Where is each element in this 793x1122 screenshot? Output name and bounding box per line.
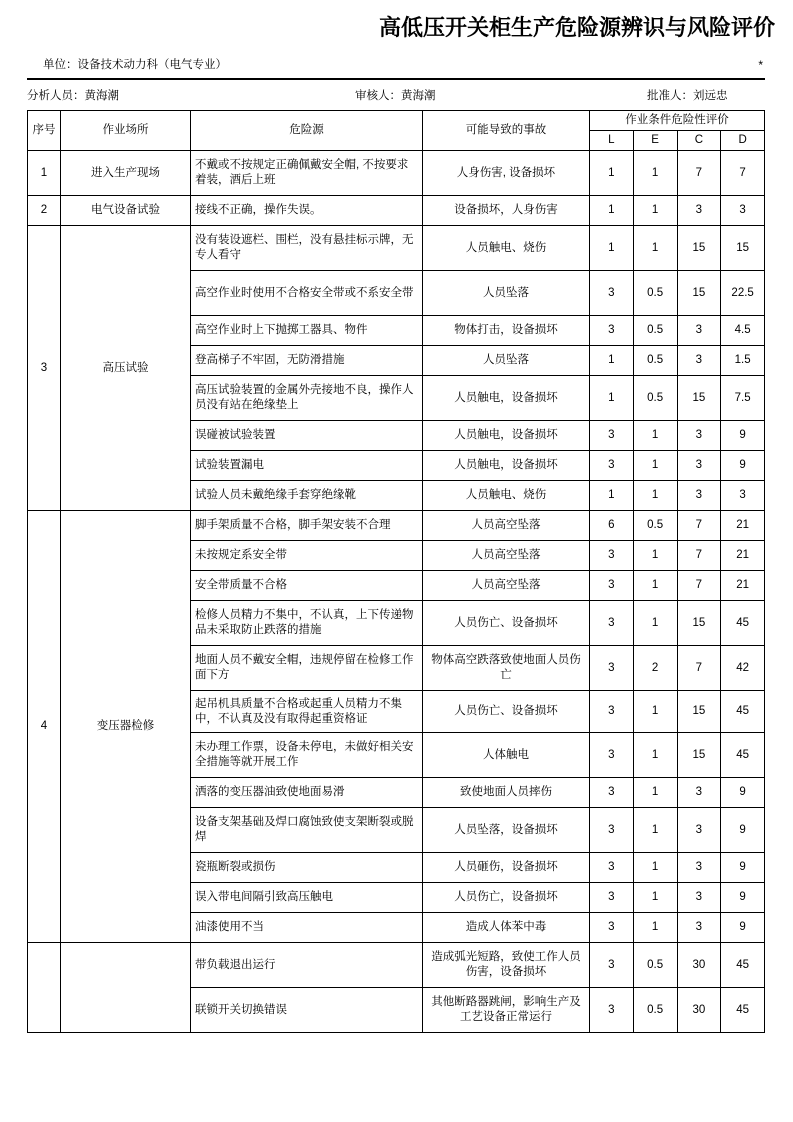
cell-d: 42 <box>721 646 765 691</box>
signers-row <box>27 84 765 108</box>
column-header-site: 作业场所 <box>61 111 191 151</box>
asterisk-mark: * <box>758 58 763 72</box>
column-header-evaluation: 作业条件危险性评价 <box>590 111 765 131</box>
cell-d: 1.5 <box>721 346 765 376</box>
table-row <box>28 943 765 988</box>
cell-c: 3 <box>677 346 721 376</box>
risk-assessment-table <box>27 110 765 1033</box>
cell-d: 21 <box>721 571 765 601</box>
cell-hazard: 洒落的变压器油致使地面易滑 <box>191 778 423 808</box>
cell-e: 1 <box>633 226 677 271</box>
cell-d: 9 <box>721 853 765 883</box>
cell-c: 3 <box>677 913 721 943</box>
cell-l: 3 <box>590 853 634 883</box>
cell-l: 3 <box>590 601 634 646</box>
cell-accident: 人员伤亡、设备损坏 <box>423 601 590 646</box>
table-row <box>28 511 765 541</box>
table-row <box>28 196 765 226</box>
column-header-l: L <box>590 131 634 151</box>
cell-e: 1 <box>633 778 677 808</box>
header-divider <box>27 78 765 80</box>
cell-l: 3 <box>590 808 634 853</box>
cell-l: 3 <box>590 571 634 601</box>
cell-hazard: 未按规定系安全带 <box>191 541 423 571</box>
cell-index <box>28 943 61 1033</box>
cell-l: 3 <box>590 778 634 808</box>
cell-c: 30 <box>677 943 721 988</box>
cell-c: 3 <box>677 481 721 511</box>
cell-e: 1 <box>633 481 677 511</box>
cell-site <box>61 943 191 1033</box>
cell-l: 3 <box>590 541 634 571</box>
cell-accident: 人员触电，设备损坏 <box>423 376 590 421</box>
cell-d: 22.5 <box>721 271 765 316</box>
cell-accident: 造成人体苯中毒 <box>423 913 590 943</box>
cell-l: 1 <box>590 376 634 421</box>
cell-hazard: 接线不正确，操作失误。 <box>191 196 423 226</box>
cell-e: 0.5 <box>633 316 677 346</box>
cell-l: 1 <box>590 151 634 196</box>
unit-line <box>27 56 765 78</box>
page-title: 高低压开关柜生产危险源辨识与风险评价 <box>378 15 775 40</box>
cell-hazard: 联锁开关切换错误 <box>191 988 423 1033</box>
cell-hazard: 带负载退出运行 <box>191 943 423 988</box>
column-header-e: E <box>633 131 677 151</box>
cell-e: 1 <box>633 691 677 733</box>
cell-hazard: 误碰被试验装置 <box>191 421 423 451</box>
cell-e: 1 <box>633 571 677 601</box>
cell-l: 3 <box>590 421 634 451</box>
cell-c: 7 <box>677 511 721 541</box>
cell-hazard: 试验装置漏电 <box>191 451 423 481</box>
cell-d: 45 <box>721 988 765 1033</box>
cell-e: 0.5 <box>633 943 677 988</box>
cell-e: 0.5 <box>633 511 677 541</box>
cell-hazard: 高空作业时上下抛掷工器具、物件 <box>191 316 423 346</box>
cell-e: 1 <box>633 733 677 778</box>
cell-e: 1 <box>633 853 677 883</box>
cell-d: 9 <box>721 421 765 451</box>
cell-site: 高压试验 <box>61 226 191 511</box>
cell-site: 进入生产现场 <box>61 151 191 196</box>
cell-c: 3 <box>677 883 721 913</box>
unit-label: 单位：设备技术动力科（电气专业） <box>43 59 227 71</box>
cell-accident: 人员触电，设备损坏 <box>423 421 590 451</box>
cell-c: 15 <box>677 226 721 271</box>
cell-c: 3 <box>677 196 721 226</box>
cell-accident: 人员触电，设备损坏 <box>423 451 590 481</box>
cell-hazard: 起吊机具质量不合格或起重人员精力不集中，不认真及没有取得起重资格证 <box>191 691 423 733</box>
cell-e: 0.5 <box>633 376 677 421</box>
cell-accident: 人体触电 <box>423 733 590 778</box>
cell-d: 21 <box>721 511 765 541</box>
table-row <box>28 151 765 196</box>
cell-accident: 人员坠落，设备损坏 <box>423 808 590 853</box>
cell-c: 7 <box>677 571 721 601</box>
cell-d: 9 <box>721 883 765 913</box>
cell-l: 3 <box>590 913 634 943</box>
cell-accident: 其他断路器跳闸，影响生产及工艺设备正常运行 <box>423 988 590 1033</box>
column-header-c: C <box>677 131 721 151</box>
cell-l: 3 <box>590 943 634 988</box>
cell-d: 7 <box>721 151 765 196</box>
cell-accident: 人员坠落 <box>423 271 590 316</box>
cell-hazard: 未办理工作票，设备未停电，未做好相关安全措施等就开展工作 <box>191 733 423 778</box>
cell-d: 9 <box>721 808 765 853</box>
cell-hazard: 油漆使用不当 <box>191 913 423 943</box>
column-header-hazard: 危险源 <box>191 111 423 151</box>
cell-d: 45 <box>721 691 765 733</box>
analyst-label: 分析人员：黄海潮 <box>27 90 119 102</box>
cell-accident: 人员砸伤，设备损坏 <box>423 853 590 883</box>
cell-d: 3 <box>721 481 765 511</box>
cell-e: 0.5 <box>633 346 677 376</box>
cell-c: 3 <box>677 316 721 346</box>
cell-e: 1 <box>633 451 677 481</box>
cell-index: 2 <box>28 196 61 226</box>
cell-l: 3 <box>590 733 634 778</box>
cell-accident: 人身伤害, 设备损坏 <box>423 151 590 196</box>
cell-d: 3 <box>721 196 765 226</box>
cell-l: 1 <box>590 346 634 376</box>
table-body <box>28 151 765 1033</box>
cell-accident: 造成弧光短路，致使工作人员伤害，设备损坏 <box>423 943 590 988</box>
cell-d: 45 <box>721 733 765 778</box>
cell-l: 3 <box>590 316 634 346</box>
cell-c: 30 <box>677 988 721 1033</box>
title-row <box>0 14 793 42</box>
cell-d: 15 <box>721 226 765 271</box>
cell-l: 3 <box>590 271 634 316</box>
cell-l: 3 <box>590 988 634 1033</box>
cell-index: 3 <box>28 226 61 511</box>
cell-d: 9 <box>721 451 765 481</box>
cell-d: 4.5 <box>721 316 765 346</box>
cell-c: 15 <box>677 733 721 778</box>
cell-e: 2 <box>633 646 677 691</box>
column-header-d: D <box>721 131 765 151</box>
cell-c: 3 <box>677 421 721 451</box>
cell-accident: 人员坠落 <box>423 346 590 376</box>
cell-e: 1 <box>633 808 677 853</box>
cell-e: 1 <box>633 151 677 196</box>
cell-c: 3 <box>677 778 721 808</box>
cell-accident: 设备损坏，人身伤害 <box>423 196 590 226</box>
cell-d: 45 <box>721 943 765 988</box>
cell-hazard: 试验人员未戴绝缘手套穿绝缘靴 <box>191 481 423 511</box>
cell-c: 3 <box>677 808 721 853</box>
cell-c: 3 <box>677 853 721 883</box>
cell-accident: 人员高空坠落 <box>423 541 590 571</box>
approver-label: 批准人：刘远忠 <box>647 90 728 102</box>
table-head <box>28 111 765 151</box>
cell-hazard: 高空作业时使用不合格安全带或不系安全带 <box>191 271 423 316</box>
cell-hazard: 地面人员不戴安全帽，违规停留在检修工作面下方 <box>191 646 423 691</box>
cell-c: 15 <box>677 376 721 421</box>
cell-accident: 人员伤亡、设备损坏 <box>423 691 590 733</box>
cell-l: 1 <box>590 196 634 226</box>
cell-d: 21 <box>721 541 765 571</box>
cell-l: 3 <box>590 691 634 733</box>
cell-e: 1 <box>633 541 677 571</box>
cell-d: 7.5 <box>721 376 765 421</box>
cell-hazard: 没有装设遮栏、围栏，没有悬挂标示牌，无专人看守 <box>191 226 423 271</box>
cell-c: 3 <box>677 451 721 481</box>
cell-l: 3 <box>590 646 634 691</box>
cell-hazard: 误入带电间隔引致高压触电 <box>191 883 423 913</box>
cell-hazard: 瓷瓶断裂或损伤 <box>191 853 423 883</box>
cell-e: 1 <box>633 601 677 646</box>
cell-e: 1 <box>633 421 677 451</box>
cell-accident: 人员伤亡，设备损坏 <box>423 883 590 913</box>
cell-site: 变压器检修 <box>61 511 191 943</box>
cell-c: 15 <box>677 691 721 733</box>
cell-site: 电气设备试验 <box>61 196 191 226</box>
cell-accident: 物体打击，设备损坏 <box>423 316 590 346</box>
cell-e: 1 <box>633 913 677 943</box>
cell-hazard: 不戴或不按规定正确佩戴安全帽, 不按要求着装，酒后上班 <box>191 151 423 196</box>
cell-c: 15 <box>677 271 721 316</box>
column-header-accident: 可能导致的事故 <box>423 111 590 151</box>
cell-l: 1 <box>590 481 634 511</box>
cell-d: 45 <box>721 601 765 646</box>
cell-accident: 人员触电、烧伤 <box>423 226 590 271</box>
cell-l: 6 <box>590 511 634 541</box>
table-row <box>28 226 765 271</box>
cell-accident: 人员高空坠落 <box>423 571 590 601</box>
cell-hazard: 脚手架质量不合格，脚手架安装不合理 <box>191 511 423 541</box>
cell-hazard: 高压试验装置的金属外壳接地不良，操作人员没有站在绝缘垫上 <box>191 376 423 421</box>
cell-hazard: 安全带质量不合格 <box>191 571 423 601</box>
cell-hazard: 设备支架基础及焊口腐蚀致使支架断裂或脱焊 <box>191 808 423 853</box>
cell-e: 1 <box>633 883 677 913</box>
cell-l: 1 <box>590 226 634 271</box>
cell-e: 0.5 <box>633 271 677 316</box>
cell-c: 15 <box>677 601 721 646</box>
cell-c: 7 <box>677 646 721 691</box>
cell-e: 0.5 <box>633 988 677 1033</box>
cell-l: 3 <box>590 451 634 481</box>
cell-e: 1 <box>633 196 677 226</box>
cell-accident: 致使地面人员摔伤 <box>423 778 590 808</box>
header-row-top <box>28 111 765 131</box>
cell-index: 4 <box>28 511 61 943</box>
cell-index: 1 <box>28 151 61 196</box>
reviewer-label: 审核人：黄海潮 <box>355 90 436 102</box>
cell-c: 7 <box>677 541 721 571</box>
cell-d: 9 <box>721 913 765 943</box>
cell-hazard: 检修人员精力不集中，不认真，上下传递物品未采取防止跌落的措施 <box>191 601 423 646</box>
cell-accident: 人员高空坠落 <box>423 511 590 541</box>
cell-l: 3 <box>590 883 634 913</box>
column-header-index: 序号 <box>28 111 61 151</box>
cell-hazard: 登高梯子不牢固，无防滑措施 <box>191 346 423 376</box>
cell-accident: 人员触电、烧伤 <box>423 481 590 511</box>
cell-d: 9 <box>721 778 765 808</box>
cell-c: 7 <box>677 151 721 196</box>
cell-accident: 物体高空跌落致使地面人员伤亡 <box>423 646 590 691</box>
